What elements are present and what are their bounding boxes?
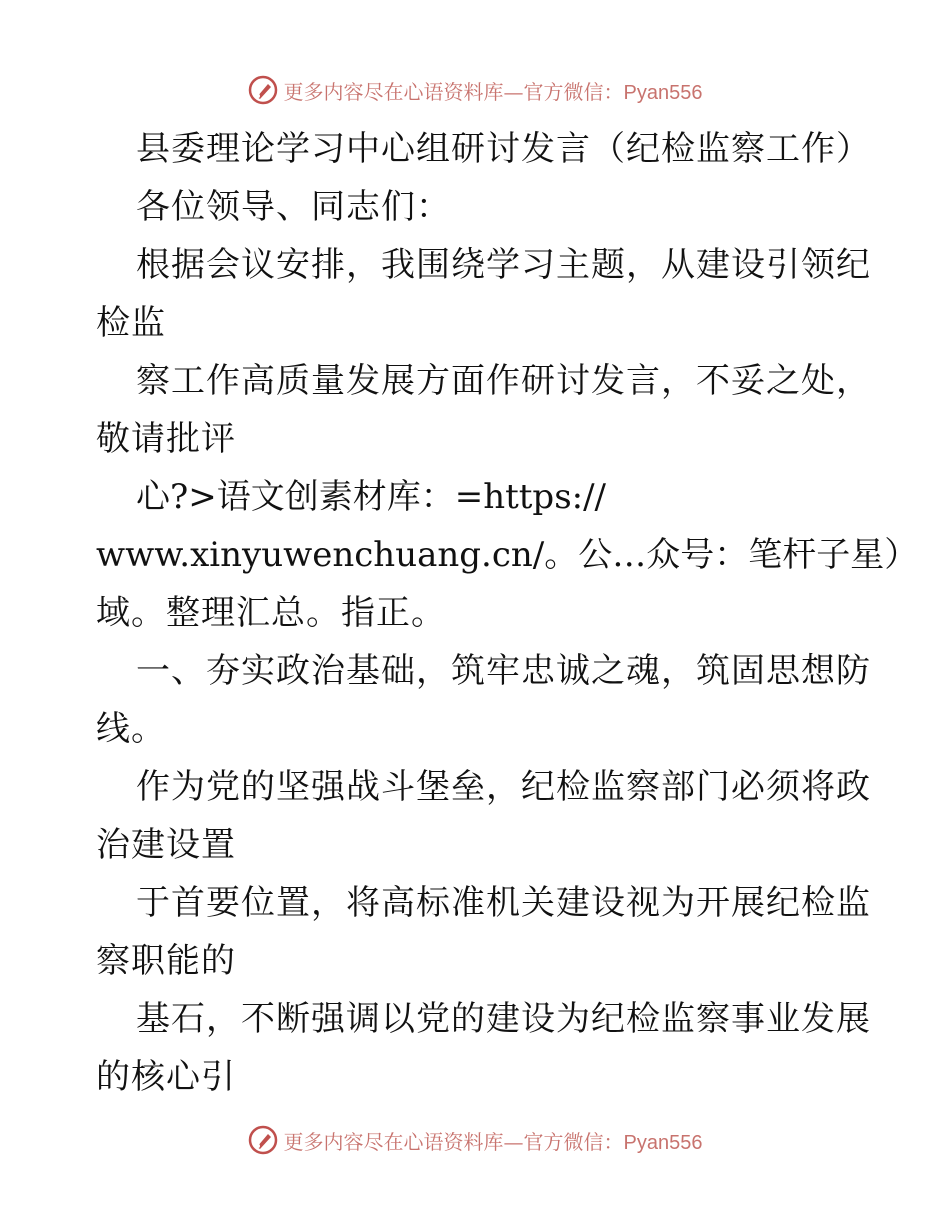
- watermark-handle: Pyan556: [623, 81, 703, 104]
- paragraph-line: 的核心引: [96, 1057, 236, 1097]
- paragraph-line: 作为党的坚强战斗堡垒，纪检监察部门必须将政: [136, 767, 871, 807]
- header-watermark: [0, 70, 950, 110]
- paragraph-line: 域。整理汇总。指正。: [96, 593, 446, 633]
- paragraph-line: 线。: [96, 709, 166, 749]
- paragraph-line: 治建设置: [96, 825, 236, 865]
- paragraph-line: 察工作高质量发展方面作研讨发言，不妥之处，: [136, 361, 871, 401]
- paragraph-line: 察职能的: [96, 941, 236, 981]
- paragraph-line: www.xinyuwenchuang.cn/。公…众号：笔杆子星）: [96, 535, 919, 575]
- footer-watermark: [0, 1120, 950, 1160]
- paragraph-line: 于首要位置，将高标准机关建设视为开展纪检监: [136, 883, 871, 923]
- paragraph-line: 基石，不断强调以党的建设为纪检监察事业发展: [136, 999, 871, 1039]
- watermark-text: [284, 1126, 703, 1155]
- watermark-brand: 更多内容尽在心语资料库—官方微信：: [283, 1129, 624, 1154]
- paragraph-line: 根据会议安排，我围绕学习主题，从建设引领纪: [136, 245, 871, 285]
- watermark-handle: Pyan556: [623, 1131, 703, 1154]
- salutation: 各位领导、同志们：: [136, 187, 451, 227]
- pen-nib-circle-icon: [248, 1125, 278, 1155]
- section-heading: 一、夯实政治基础，筑牢忠诚之魂，筑固思想防: [136, 651, 871, 691]
- document-body: [96, 120, 919, 1106]
- paragraph-line: 敬请批评: [96, 419, 236, 459]
- watermark-text: [284, 76, 703, 105]
- watermark-brand: 更多内容尽在心语资料库—官方微信：: [283, 79, 624, 104]
- pen-nib-circle-icon: [248, 75, 278, 105]
- paragraph-line: 心?>语文创素材库：=https://: [136, 477, 607, 517]
- paragraph-line: 检监: [96, 303, 166, 343]
- document-title: 县委理论学习中心组研讨发言（纪检监察工作）: [136, 129, 871, 169]
